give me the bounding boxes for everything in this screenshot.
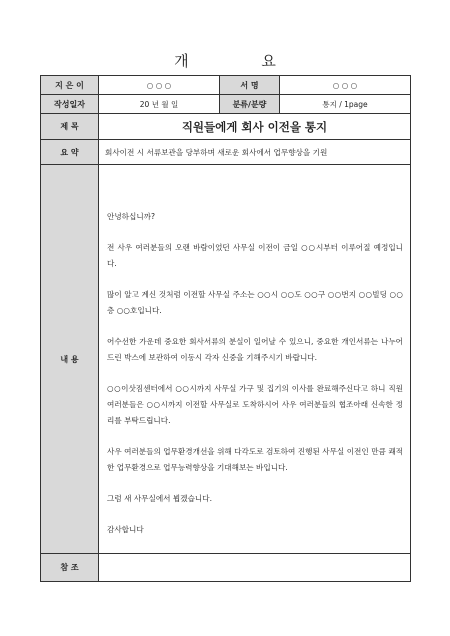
date-label: 작성일자: [41, 95, 99, 114]
category-value: 통지 / 1page: [280, 95, 411, 114]
reference-row: [41, 554, 411, 582]
reference-label: 참 조: [41, 554, 99, 582]
author-label: 지 은 이: [41, 76, 99, 95]
summary-label: 요 약: [41, 140, 99, 165]
subject-value: 직원들에게 회사 이전을 통지: [99, 114, 411, 140]
content-row: [41, 165, 411, 554]
content-paragraph: 많이 알고 계신 것처럼 이전할 사무실 주소는 ○○시 ○○도 ○○구 ○○번지 ○○빌딩 ○○층 ○○호입니다.: [107, 290, 403, 315]
content-paragraph: 어수선한 가운데 중요한 회사서류의 분실이 일어날 수 있으니, 중요한 개인서류는 나누어 드린 박스에 보관하여 이동시 각자 신중을 기해주시기 바랍니다.: [107, 337, 403, 362]
content-paragraph: 전 사우 여러분들의 오랜 바람이었던 사무실 이전이 금일 ○○시부터 이루어질 예정입니다.: [107, 243, 403, 268]
category-label: 분류/분량: [220, 95, 280, 114]
content-body: [99, 165, 411, 554]
summary-form-table: [40, 75, 411, 582]
date-row: [41, 95, 411, 114]
summary-value: 회사이전 시 서류보관을 당부하며 새로운 회사에서 업무향상을 기원: [99, 140, 411, 165]
content-paragraph: 그럼 새 사무실에서 뵙겠습니다.: [107, 494, 213, 503]
content-label: 내 용: [41, 165, 99, 554]
author-row: [41, 76, 411, 95]
signature-label: 서 명: [220, 76, 280, 95]
content-paragraph: 감사합니다: [107, 525, 144, 534]
document-title: 개 요: [174, 52, 310, 70]
date-value: 20 년 월 일: [99, 95, 220, 114]
content-paragraph: 안녕하십니까?: [107, 212, 156, 221]
content-paragraph: 사우 여러분들의 업무환경개선을 위해 다각도로 검토하여 진행된 사무실 이전인 만큼 쾌적한 업무환경으로 업무능력향상을 기대해보는 바입니다.: [107, 447, 403, 472]
content-paragraph: ○○이삿짐센터에서 ○○시까지 사무실 가구 및 집기의 이사를 완료해주신다고 하니 직원 여러분들은 ○○시까지 이전할 사무실로 도착하시어 사우 여러분들의 협조아래 신속한 정리를 부탁드립니다.: [107, 384, 403, 425]
author-value: ○ ○ ○: [99, 76, 220, 95]
signature-value: ○ ○ ○: [280, 76, 411, 95]
reference-value: [99, 554, 411, 582]
subject-label: 제 목: [41, 114, 99, 140]
summary-row: [41, 140, 411, 165]
subject-row: [41, 114, 411, 140]
